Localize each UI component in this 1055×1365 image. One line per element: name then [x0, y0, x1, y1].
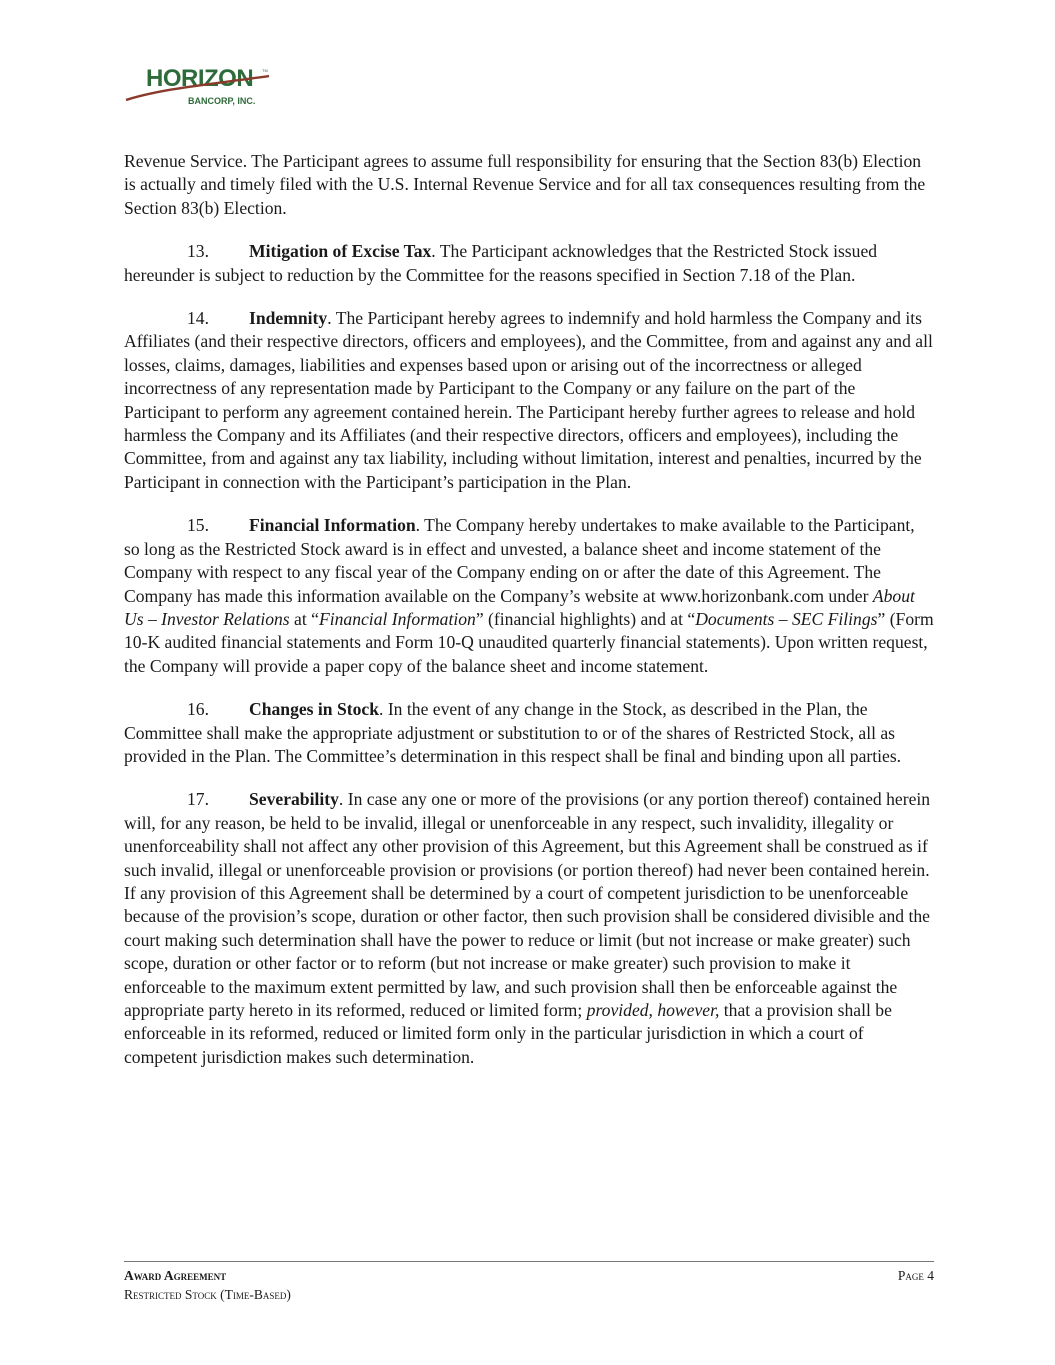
- section-text: ” (financial highlights) and at “: [475, 608, 696, 629]
- footer-subtitle: Restricted Stock (Time-Based): [124, 1287, 291, 1302]
- section-heading: Changes in Stock: [249, 699, 380, 720]
- document-body: [124, 150, 934, 1089]
- section-text: . In the event of any change in the Stock, as described in the Plan, the Committee shall make the appropriate adjustment or substitution to or of the shares of Restricted Stock, all as provided in the Plan. The Committee’s determination in this respect shall be final and binding upon all parties.: [124, 699, 902, 766]
- section-heading: Indemnity: [249, 308, 328, 329]
- horizon-bancorp-logo: [124, 62, 274, 110]
- section-15: [124, 514, 934, 678]
- section-italic-text: provided, however,: [586, 1000, 720, 1020]
- intro-paragraph: Revenue Service. The Participant agrees to assume full responsibility for ensuring that the Section 83(b) Election is actually and timely filed with the U.S. Internal Revenue Service and for all tax consequences resulting from the Section 83(b) Election.: [124, 151, 926, 218]
- section-text: that a provision shall be enforceable in its reformed, reduced or limited form only in the particular jurisdiction in which a court of competent jurisdiction makes such determination.: [124, 1000, 892, 1067]
- section-italic-text: Financial Information: [318, 608, 476, 629]
- section-17: [124, 788, 934, 1069]
- section-number: 14.: [187, 308, 209, 329]
- footer-divider: [124, 1261, 934, 1262]
- section-heading: Financial Information: [249, 515, 416, 536]
- section-text: . In case any one or more of the provisions (or any portion thereof) contained herein will, for any reason, be held to be invalid, illegal or unenforceable in any respect, such invalidity, illegality or unenforceability shall not affect any other provision of this Agreement, but this Agreement shall be construed as if such invalid, illegal or unenforceable provision or provisions (or portion thereof) had never been contained herein. If any provision of this Agreement shall be determined by a court of competent jurisdiction to be unenforceable because of the provision’s scope, duration or other factor, then such provision shall be considered divisible and the court making such determination shall have the power to reduce or limit (but not increase or make greater) such scope, duration or other factor or to reform (but not increase or make greater) such provision to make it enforceable to the maximum extent permitted by law, and such provision shall then be enforceable against the appropriate party hereto in its reformed, reduced or limited form;: [124, 789, 931, 1020]
- section-number: 15.: [187, 515, 209, 536]
- section-text: at “: [289, 608, 319, 629]
- section-text: ” (Form 10-K audited financial statements and Form 10-Q unaudited quarterly financial statements). Upon written request, the Company will provide a paper copy of the balance sheet and income statement.: [124, 608, 934, 676]
- logo-trademark: TM: [262, 68, 268, 73]
- section-16: [124, 698, 934, 768]
- section-14: [124, 307, 934, 494]
- section-text: . The Participant hereby agrees to indemnify and hold harmless the Company and its Affiliates (and their respective directors, officers and employees), and the Committee, from and against any and all losses, claims, damages, liabilities and expenses based upon or arising out of the incorrectness or alleged incorrectness of any representation made by Participant to the Company or any failure on the part of the Participant to perform any agreement contained herein. The Participant hereby further agrees to release and hold harmless the Company and its Affiliates (and their respective directors, officers and employees), including the Committee, from and against any tax liability, including without limitation, interest and penalties, incurred by the Participant in connection with the Participant’s participation in the Plan.: [124, 308, 933, 492]
- section-heading: Severability: [249, 789, 339, 810]
- section-number: 16.: [187, 699, 209, 720]
- section-13: [124, 240, 934, 287]
- logo-subtitle: BANCORP, INC.: [188, 96, 256, 106]
- footer-title: Award Agreement: [124, 1268, 227, 1283]
- logo-wordmark: HORIZON: [146, 65, 254, 92]
- section-number: 13.: [187, 241, 209, 262]
- section-italic-text: Documents – SEC Filings: [695, 608, 878, 629]
- section-text: . The Participant acknowledges that the Restricted Stock issued hereunder is subject to reduction by the Committee for the reasons specified in Section 7.18 of the Plan.: [124, 241, 878, 285]
- page-footer: [124, 1266, 934, 1304]
- section-number: 17.: [187, 789, 209, 810]
- section-text: . The Company hereby undertakes to make available to the Participant, so long as the Restricted Stock award is in effect and unvested, a balance sheet and income statement of the Company with respect to any fiscal year of the Company ending on or after the date of this Agreement. The Company has made this information available on the Company’s website at www.horizonbank.com under: [124, 515, 915, 606]
- footer-page-number: Page 4: [897, 1268, 934, 1283]
- section-heading: Mitigation of Excise Tax: [249, 241, 432, 262]
- section-italic-link-text: About Us – Investor Relations: [124, 585, 915, 629]
